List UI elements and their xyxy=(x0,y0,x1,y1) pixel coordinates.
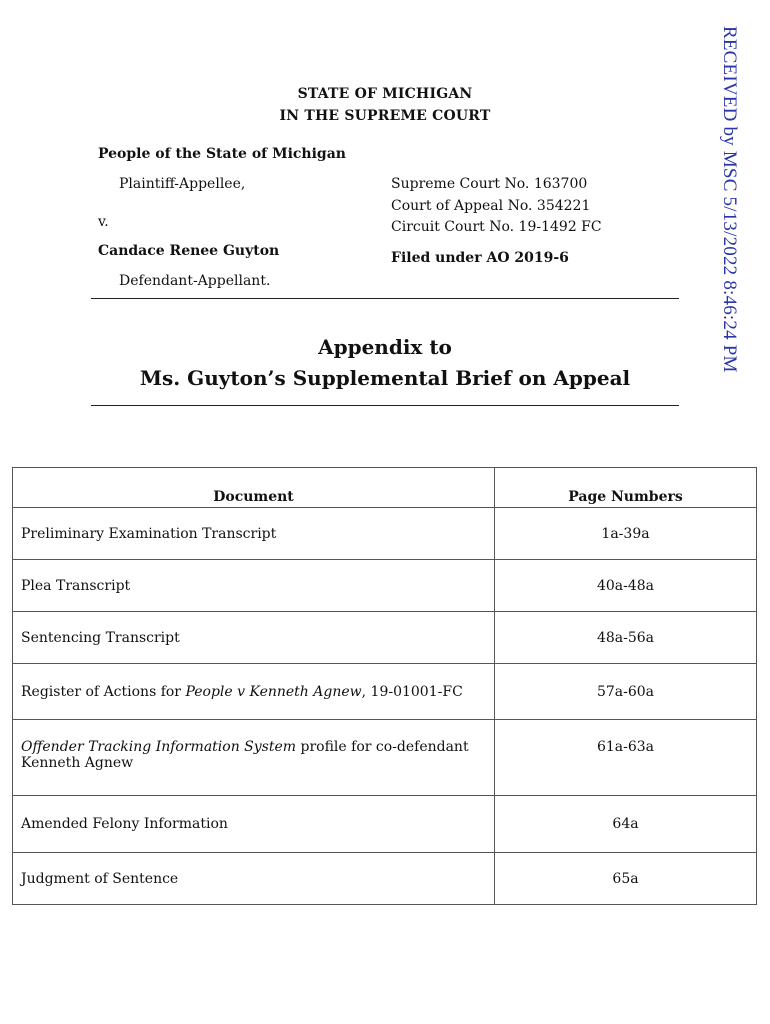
page-numbers-cell: 1a-39a xyxy=(495,508,757,560)
appendix-table xyxy=(12,467,757,905)
divider-top xyxy=(91,298,679,299)
table-row xyxy=(13,796,757,853)
document-cell: Amended Felony Information xyxy=(13,796,495,853)
table-row xyxy=(13,508,757,560)
appendix-title: Appendix to xyxy=(318,335,452,359)
page-numbers-cell: 65a xyxy=(495,853,757,905)
document-cell xyxy=(13,664,495,720)
received-stamp: RECEIVED by MSC 5/13/2022 8:46:24 PM xyxy=(719,26,740,373)
document-cell: Preliminary Examination Transcript xyxy=(13,508,495,560)
page-numbers-cell: 48a-56a xyxy=(495,612,757,664)
table-row xyxy=(13,853,757,905)
table-row xyxy=(13,720,757,796)
system-name-italic: Offender Tracking Information System xyxy=(21,739,297,755)
page-numbers-cell: 64a xyxy=(495,796,757,853)
document-cell: Sentencing Transcript xyxy=(13,612,495,664)
case-name-italic: People v Kenneth Agnew xyxy=(185,683,362,700)
document-text: Register of Actions for xyxy=(21,683,186,700)
court-of-appeal-number: Court of Appeal No. 354221 xyxy=(391,198,591,214)
circuit-court-number: Circuit Court No. 19-1492 FC xyxy=(391,219,602,235)
document-cell: Plea Transcript xyxy=(13,560,495,612)
table-row xyxy=(13,612,757,664)
supreme-court-number: Supreme Court No. 163700 xyxy=(391,176,588,192)
document-cell xyxy=(13,720,495,796)
table-row xyxy=(13,664,757,720)
defendant-name: Candace Renee Guyton xyxy=(98,243,280,259)
document-text: , 19-01001-FC xyxy=(361,683,463,700)
filed-under: Filed under AO 2019-6 xyxy=(391,250,569,266)
table-header-row xyxy=(13,468,757,508)
document-cell: Judgment of Sentence xyxy=(13,853,495,905)
court-state: STATE OF MICHIGAN xyxy=(297,86,473,102)
court-name: IN THE SUPREME COURT xyxy=(279,108,491,124)
document-column-header: Document xyxy=(13,468,495,508)
table-row xyxy=(13,560,757,612)
plaintiff-name: People of the State of Michigan xyxy=(98,146,346,162)
versus: v. xyxy=(98,214,109,230)
defendant-role: Defendant-Appellant. xyxy=(119,273,271,289)
page-numbers-column-header: Page Numbers xyxy=(495,468,757,508)
page-numbers-cell: 40a-48a xyxy=(495,560,757,612)
document-text: profile for co-defendant Kenneth Agnew xyxy=(21,739,469,771)
divider-bottom xyxy=(91,405,679,406)
page-numbers-cell: 57a-60a xyxy=(495,664,757,720)
brief-title: Ms. Guyton’s Supplemental Brief on Appeal xyxy=(139,366,631,390)
plaintiff-role: Plaintiff-Appellee, xyxy=(119,176,246,192)
page-numbers-cell: 61a-63a xyxy=(495,720,757,796)
